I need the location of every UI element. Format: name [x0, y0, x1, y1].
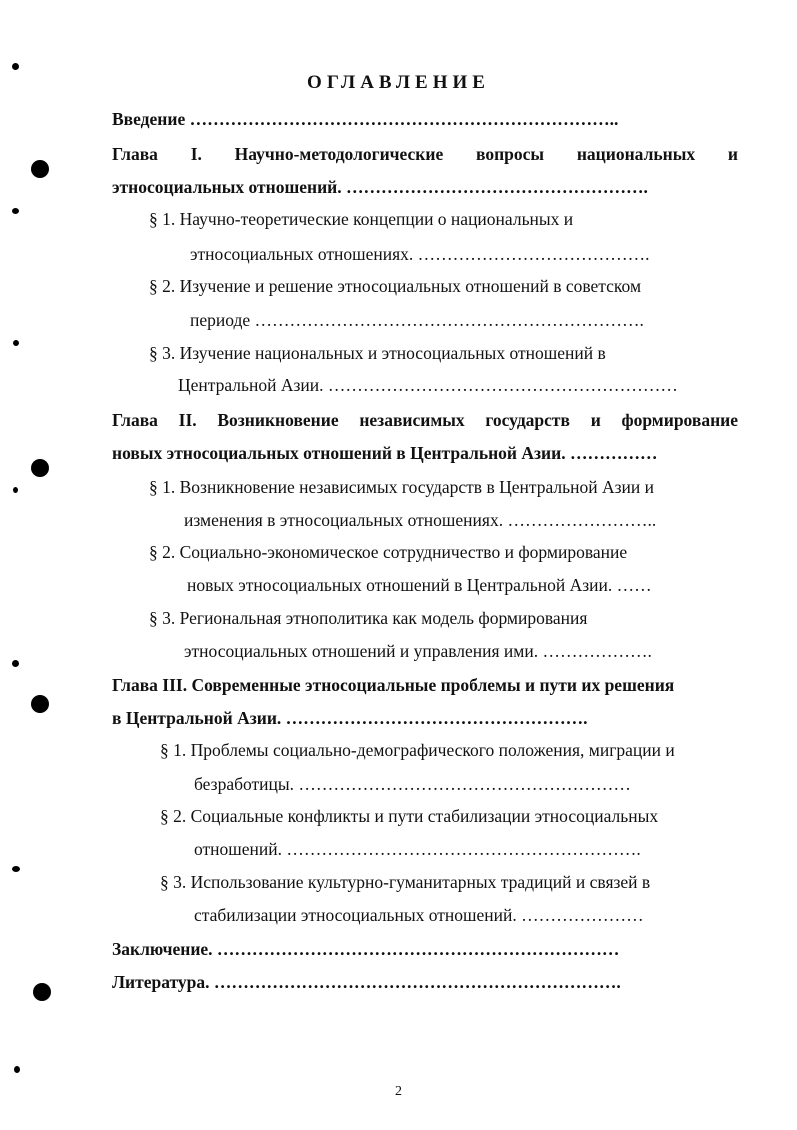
binder-hole — [31, 459, 49, 477]
toc-ch2-section-2-cont: новых этносоциальных отношений в Центральной Азии. …… — [187, 575, 652, 595]
binder-hole — [31, 160, 49, 178]
toc-ch3-section-1: § 1. Проблемы социально-демографического положения, миграции и — [160, 740, 675, 760]
toc-ch3-section-1-cont: безработицы. ………………………………………………… — [194, 774, 631, 794]
page-number: 2 — [395, 1084, 402, 1099]
toc-ch1-section-1-cont: этносоциальных отношениях. …………………………………. — [190, 244, 650, 264]
toc-ch3-section-3: § 3. Использование культурно-гуманитарных традиций и связей в — [160, 872, 651, 892]
toc-ch2-section-2: § 2. Социально-экономическое сотрудничество и формирование — [149, 542, 628, 562]
toc-introduction: Введение ……………………………………………………………….. — [112, 109, 619, 129]
scan-speck — [12, 208, 19, 214]
scan-speck — [12, 63, 19, 70]
toc-literature: Литература. ……………………………………………………………. — [112, 972, 621, 992]
toc-ch2-section-3-cont: этносоциальных отношений и управления ими. ………………. — [184, 641, 652, 661]
binder-hole — [33, 983, 51, 1001]
toc-ch1-section-3: § 3. Изучение национальных и этносоциальных отношений в — [149, 343, 606, 363]
toc-chapter-2-title-cont: новых этносоциальных отношений в Центральной Азии. …………… — [112, 443, 658, 463]
toc-ch2-section-1: § 1. Возникновение независимых государств в Центральной Азии и — [149, 477, 654, 497]
toc-ch3-section-2-cont: отношений. ……………………………………………………. — [194, 839, 641, 859]
toc-chapter-1-title: Глава I. Научно-методологические вопросы национальных и — [112, 144, 738, 164]
scan-speck — [13, 340, 19, 346]
toc-conclusion: Заключение. …………………………………………………………… — [112, 939, 620, 959]
toc-ch1-section-1: § 1. Научно-теоретические концепции о национальных и — [149, 209, 574, 229]
binder-hole — [31, 695, 49, 713]
toc-chapter-3-title: Глава III. Современные этносоциальные проблемы и пути их решения — [112, 675, 675, 695]
toc-ch2-section-3: § 3. Региональная этнополитика как модель формирования — [149, 608, 588, 628]
toc-ch3-section-3-cont: стабилизации этносоциальных отношений. ………………… — [194, 905, 644, 925]
toc-chapter-1-title-cont: этносоциальных отношений. ……………………………………………. — [112, 177, 648, 197]
page-title: ОГЛАВЛЕНИЕ — [307, 72, 490, 93]
toc-ch3-section-2: § 2. Социальные конфликты и пути стабилизации этносоциальных — [160, 806, 659, 826]
toc-chapter-3-title-cont: в Центральной Азии. ……………………………………………. — [112, 708, 588, 728]
scan-speck — [14, 1066, 20, 1073]
scan-speck — [12, 866, 20, 872]
toc-ch1-section-3-cont: Центральной Азии. …………………………………………………… — [178, 375, 678, 395]
toc-ch1-section-2-cont: периоде …………………………………………………………. — [190, 310, 644, 330]
toc-ch1-section-2: § 2. Изучение и решение этносоциальных отношений в советском — [149, 276, 642, 296]
scan-speck — [12, 660, 19, 667]
toc-chapter-2-title: Глава II. Возникновение независимых государств и формирование — [112, 410, 738, 430]
toc-ch2-section-1-cont: изменения в этносоциальных отношениях. …………………….. — [184, 510, 657, 530]
scan-speck — [13, 487, 18, 493]
